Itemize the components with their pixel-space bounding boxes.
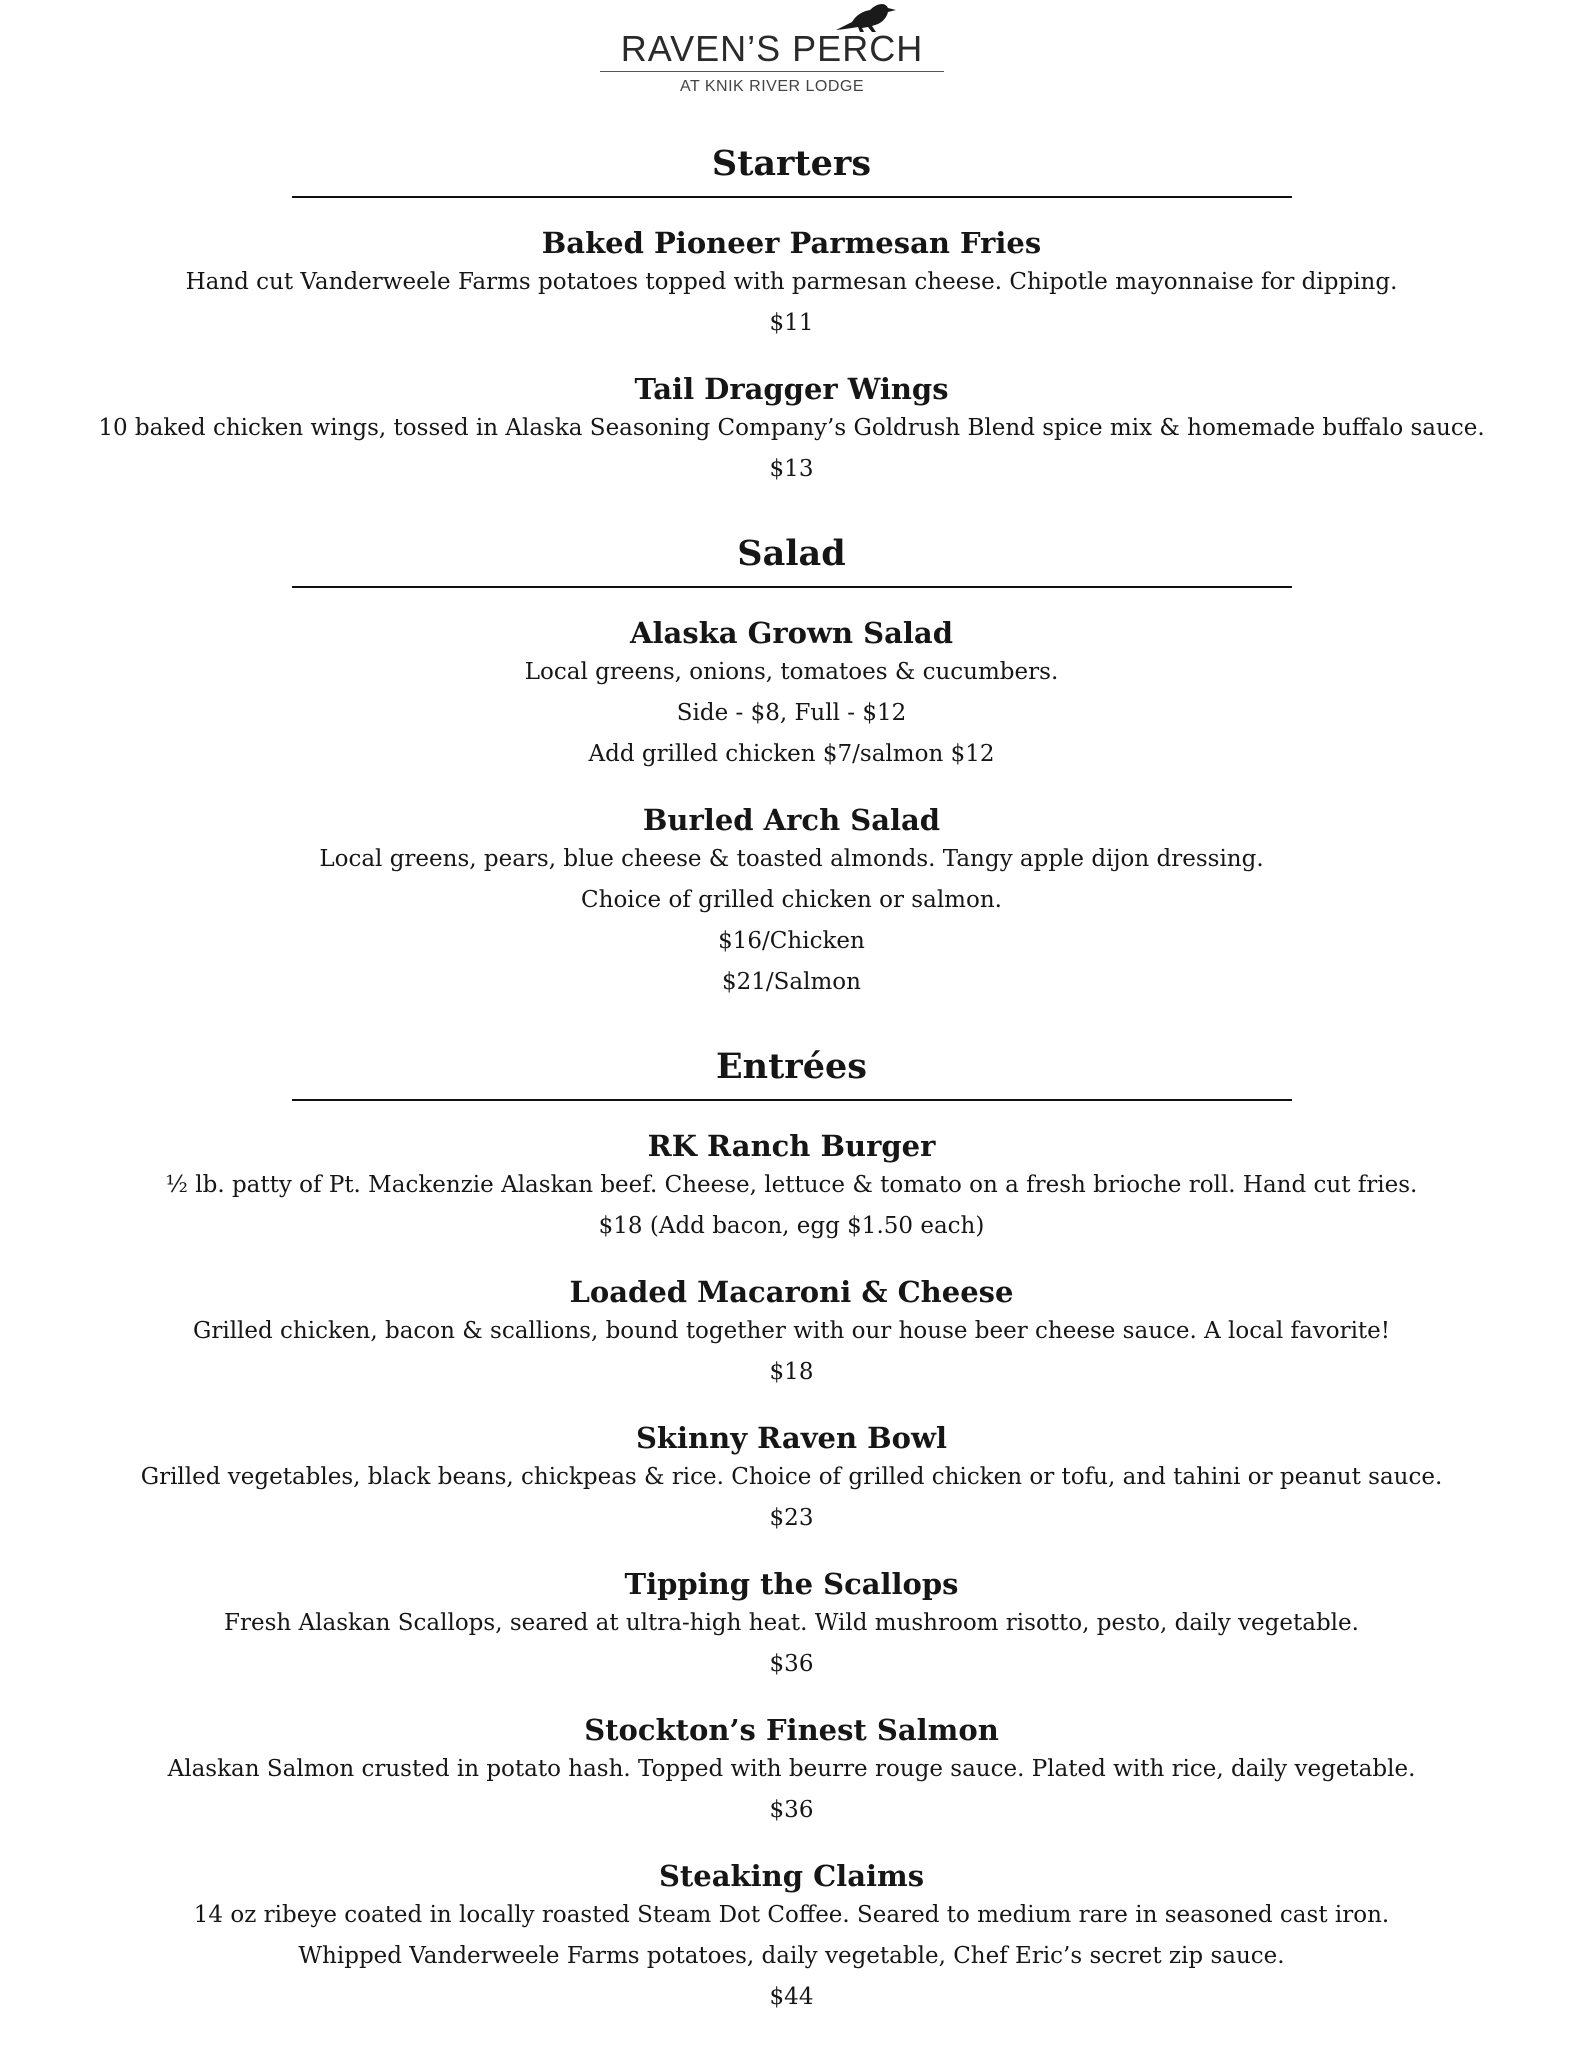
menu-item xyxy=(0,370,1583,490)
menu-item-description: 10 baked chicken wings, tossed in Alaska Seasoning Company’s Goldrush Blend spice mix & homemade buffalo sauce. xyxy=(98,415,1485,441)
menu-item-name: Steaking Claims xyxy=(658,1859,925,1893)
menu-item xyxy=(0,614,1583,775)
menu-item-description: Local greens, onions, tomatoes & cucumbers. xyxy=(524,659,1059,685)
menu-item-price: $18 (Add bacon, egg $1.50 each) xyxy=(598,1213,985,1239)
logo-title: RAVEN’S PERCH xyxy=(620,28,924,69)
menu-item xyxy=(0,1127,1583,1247)
menu-section xyxy=(0,1043,1583,2018)
menu-item-name: Burled Arch Salad xyxy=(642,803,941,837)
menu-item-price: $21/Salmon xyxy=(722,969,861,995)
menu-item-name: Alaska Grown Salad xyxy=(630,616,953,650)
menu-item-name: Tipping the Scallops xyxy=(624,1567,959,1601)
menu-section xyxy=(0,140,1583,490)
menu-item-name: Skinny Raven Bowl xyxy=(635,1421,948,1455)
section-divider xyxy=(292,1099,1292,1101)
menu-item-name: Loaded Macaroni & Cheese xyxy=(569,1275,1014,1309)
menu-item-description: Whipped Vanderweele Farms potatoes, daily vegetable, Chef Eric’s secret zip sauce. xyxy=(298,1943,1285,1969)
menu-item-description: Add grilled chicken $7/salmon $12 xyxy=(588,741,995,767)
logo-subtitle: AT KNIK RIVER LODGE xyxy=(679,78,865,95)
menu-item xyxy=(0,1711,1583,1831)
menu-item-name: RK Ranch Burger xyxy=(647,1129,936,1163)
menu-item-name: Baked Pioneer Parmesan Fries xyxy=(541,226,1042,260)
menu-item-description: ½ lb. patty of Pt. Mackenzie Alaskan beef. Cheese, lettuce & tomato on a fresh brioche roll. Hand cut fries. xyxy=(165,1172,1418,1198)
menu-item-description: Fresh Alaskan Scallops, seared at ultra-high heat. Wild mushroom risotto, pesto, daily vegetable. xyxy=(224,1610,1359,1636)
menu-item-price: $23 xyxy=(769,1505,814,1531)
menu-section xyxy=(0,530,1583,1003)
menu-item-description: Alaskan Salmon crusted in potato hash. Topped with beurre rouge sauce. Plated with rice, daily vegetable. xyxy=(167,1756,1416,1782)
restaurant-logo xyxy=(600,0,944,100)
section-title: Starters xyxy=(711,143,872,184)
menu-item xyxy=(0,1857,1583,2018)
menu-item-price: $44 xyxy=(769,1984,814,2010)
menu-item-price: $16/Chicken xyxy=(718,928,865,954)
menu-item-description: Hand cut Vanderweele Farms potatoes topped with parmesan cheese. Chipotle mayonnaise for dipping. xyxy=(185,269,1398,295)
menu-item-description: Grilled chicken, bacon & scallions, bound together with our house beer cheese sauce. A local favorite! xyxy=(192,1318,1391,1344)
logo-divider xyxy=(600,71,944,72)
menu-item-name: Stockton’s Finest Salmon xyxy=(584,1713,999,1747)
menu-item-price: $13 xyxy=(769,456,814,482)
menu-item-description: Side - $8, Full - $12 xyxy=(676,700,907,726)
menu-item xyxy=(0,1273,1583,1393)
menu-item-description: Local greens, pears, blue cheese & toasted almonds. Tangy apple dijon dressing. xyxy=(319,846,1264,872)
menu-item xyxy=(0,1565,1583,1685)
menu-item-description: Choice of grilled chicken or salmon. xyxy=(581,887,1002,913)
menu-item-description: Grilled vegetables, black beans, chickpeas & rice. Choice of grilled chicken or tofu, and tahini or peanut sauce. xyxy=(140,1464,1443,1490)
section-divider xyxy=(292,586,1292,588)
menu-item-name: Tail Dragger Wings xyxy=(634,372,949,406)
menu-body xyxy=(0,140,1583,2058)
section-title: Salad xyxy=(737,533,846,574)
menu-item-price: $11 xyxy=(769,310,814,336)
section-title: Entrées xyxy=(716,1046,867,1087)
menu-item-description: 14 oz ribeye coated in locally roasted Steam Dot Coffee. Seared to medium rare in seasoned cast iron. xyxy=(193,1902,1390,1928)
menu-item-price: $36 xyxy=(769,1651,814,1677)
menu-item xyxy=(0,801,1583,1003)
menu-item xyxy=(0,224,1583,344)
section-divider xyxy=(292,196,1292,198)
menu-item xyxy=(0,1419,1583,1539)
menu-item-price: $18 xyxy=(769,1359,814,1385)
menu-item-price: $36 xyxy=(769,1797,814,1823)
